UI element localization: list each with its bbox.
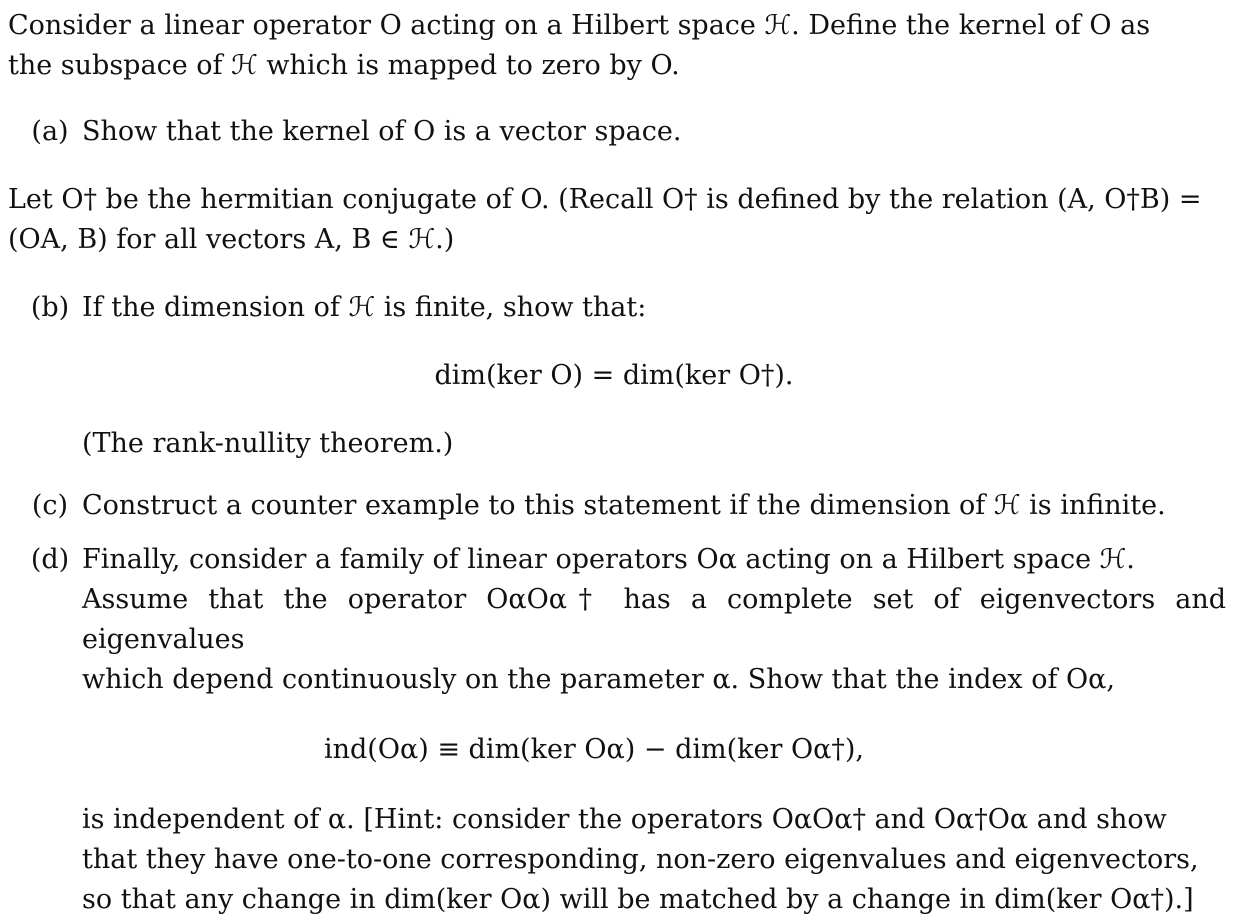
problem-sheet [8,6,1226,920]
part-d-equation: ind(Oα) ≡ dim(ker Oα) − dim(ker Oα†), [324,734,864,765]
part-c-text: Construct a counter example to this statement if the dimension of ℋ is infinite. [82,490,1166,521]
part-c-label: (c) [31,490,69,521]
intro-line-2: the subspace of ℋ which is mapped to zero by O. [8,50,680,81]
part-d-line-3: which depend continuously on the parameter α. Show that the index of Oα, [82,664,1116,695]
part-d [8,540,1226,920]
hermitian-paragraph [8,180,1226,260]
intro-line-1: Consider a linear operator O acting on a Hilbert space ℋ. Define the kernel of O as [8,10,1151,41]
part-b-label: (b) [30,292,70,323]
part-a [8,112,1226,152]
part-d-after-3: so that any change in dim(ker Oα) will be matched by a change in dim(ker Oα†).] [82,884,1194,915]
intro-paragraph [8,6,1226,86]
hermitian-line-2: (OA, B) for all vectors A, B ∈ ℋ.) [8,224,455,255]
part-a-text: Show that the kernel of O is a vector space. [82,116,682,147]
part-a-label: (a) [31,116,69,147]
part-d-after-2: that they have one-to-one corresponding, non-zero eigenvalues and eigenvectors, [82,844,1199,875]
part-d-line-1: Finally, consider a family of linear operators Oα acting on a Hilbert space ℋ. [82,544,1135,575]
part-b-note: (The rank-nullity theorem.) [82,428,454,459]
part-d-label: (d) [30,544,70,575]
hermitian-line-1: Let O† be the hermitian conjugate of O. (Recall O† is defined by the relation (A, O†B) = [8,184,1202,215]
part-b-equation: dim(ker O) = dim(ker O†). [434,360,794,391]
part-b [8,288,1226,478]
part-b-text: If the dimension of ℋ is finite, show that: [82,292,647,323]
part-c [8,486,1226,526]
part-d-after-1: is independent of α. [Hint: consider the operators OαOα† and Oα†Oα and show [82,804,1167,835]
part-d-line-2: Assume that the operator OαOα† has a complete set of eigenvectors and eigenvalues [82,584,1226,655]
